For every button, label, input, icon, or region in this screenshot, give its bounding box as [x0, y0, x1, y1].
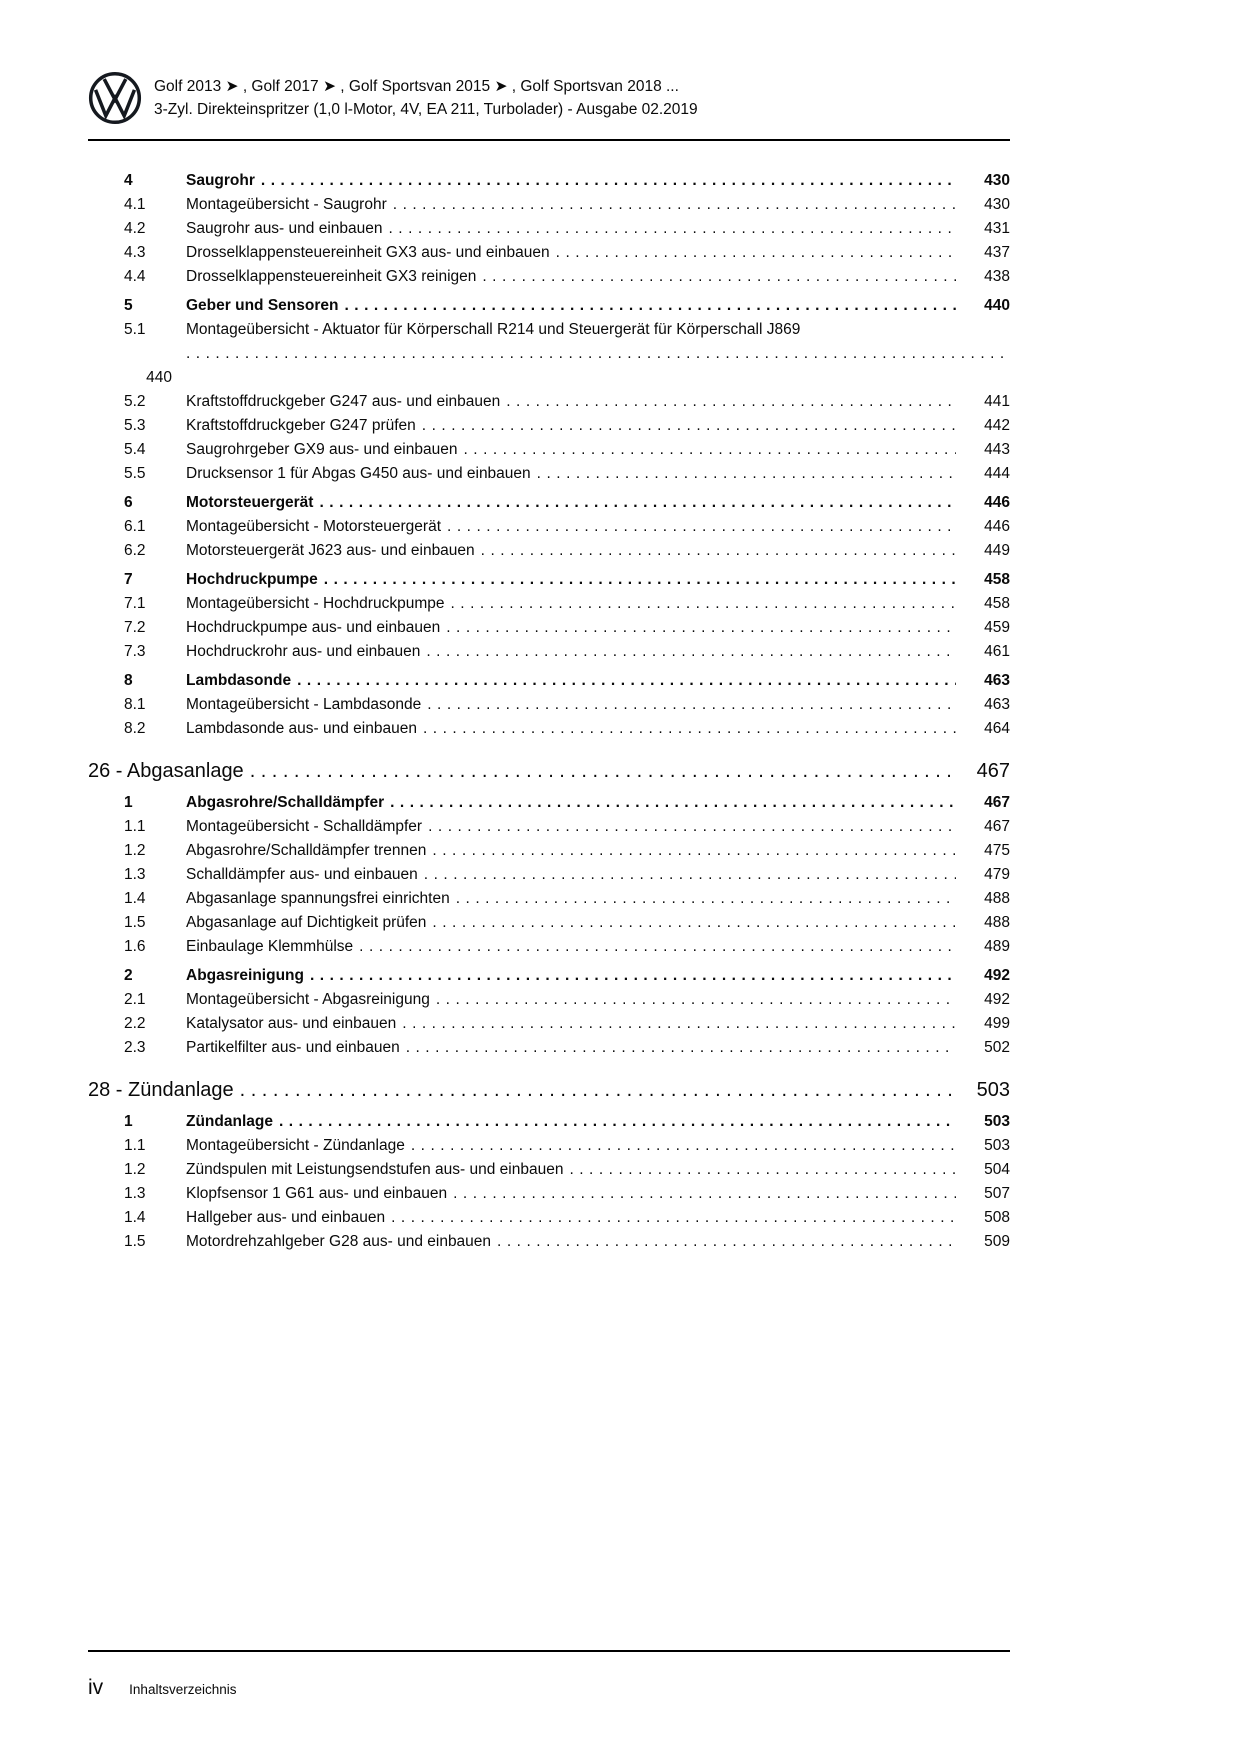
dot-leader [422, 414, 956, 438]
toc-row [88, 390, 1010, 414]
dot-leader [482, 265, 956, 289]
toc-title: Motorsteuergerät [186, 494, 314, 511]
toc-row [88, 241, 1010, 265]
dot-leader [261, 169, 956, 193]
toc-row [88, 318, 1010, 390]
toc-row [88, 1134, 1010, 1158]
toc-title: Kraftstoffdruckgeber G247 aus- und einbauen [186, 393, 501, 410]
toc-number: 4.2 [124, 220, 146, 237]
toc-page-number: 461 [984, 643, 1010, 660]
toc-number: 1 [124, 794, 133, 811]
toc-page-number: 488 [984, 914, 1010, 931]
toc-page-number: 449 [984, 542, 1010, 559]
toc-title: Katalysator aus- und einbauen [186, 1015, 397, 1032]
toc-row [88, 592, 1010, 616]
toc-page-number: 430 [984, 196, 1010, 213]
toc-title: Saugrohrgeber GX9 aus- und einbauen [186, 441, 458, 458]
toc-page-number: 467 [984, 794, 1010, 811]
page-header [88, 70, 1010, 130]
dot-leader [453, 1182, 956, 1206]
toc-number: 1.2 [124, 1161, 146, 1178]
toc-title: Abgasrohre/Schalldämpfer trennen [186, 842, 427, 859]
toc-page-number: 502 [984, 1039, 1010, 1056]
toc-page-number: 441 [984, 393, 1010, 410]
toc-title: Abgasreinigung [186, 967, 304, 984]
dot-leader [359, 935, 956, 959]
toc-row [88, 935, 1010, 959]
toc-title: Montageübersicht - Abgasreinigung [186, 991, 430, 1008]
toc-row [88, 1012, 1010, 1036]
toc-title: Saugrohr aus- und einbauen [186, 220, 383, 237]
toc-number: 2 [124, 967, 133, 984]
toc-number: 2.3 [124, 1039, 146, 1056]
toc-row [88, 539, 1010, 563]
dot-leader [537, 462, 956, 486]
page-content [88, 70, 1010, 1254]
toc-title: Hallgeber aus- und einbauen [186, 1209, 386, 1226]
toc-page-number: 459 [984, 619, 1010, 636]
toc-page-number: 458 [984, 595, 1010, 612]
footer-page-number: iv [88, 1676, 104, 1699]
toc-page-number: 437 [984, 244, 1010, 261]
toc-page-number: 479 [984, 866, 1010, 883]
toc-number: 7 [124, 571, 133, 588]
dot-leader [427, 693, 956, 717]
toc-row [88, 1110, 1010, 1134]
toc-title: Motordrehzahlgeber G28 aus- und einbauen [186, 1233, 492, 1250]
toc-title: 26 - Abgasanlage [88, 760, 244, 782]
dot-leader [556, 241, 956, 265]
toc-title: Partikelfilter aus- und einbauen [186, 1039, 400, 1056]
toc-page-number: 488 [984, 890, 1010, 907]
toc-title: Drosselklappensteuereinheit GX3 reinigen [186, 268, 477, 285]
dot-leader [186, 342, 1004, 366]
toc-title: Montageübersicht - Schalldämpfer [186, 818, 423, 835]
toc-page-number: 503 [984, 1113, 1010, 1130]
toc-row [88, 568, 1010, 592]
toc-title: Geber und Sensoren [186, 297, 339, 314]
toc-number: 5.1 [124, 321, 146, 338]
dot-leader [450, 592, 956, 616]
toc-number: 2.2 [124, 1015, 146, 1032]
toc-page-number: 467 [976, 760, 1010, 782]
toc-title: Montageübersicht - Motorsteuergerät [186, 518, 442, 535]
toc-title: Motorsteuergerät J623 aus- und einbauen [186, 542, 475, 559]
toc-row [88, 839, 1010, 863]
toc-number: 5.3 [124, 417, 146, 434]
page-footer [88, 1650, 1010, 1700]
toc-title: Montageübersicht - Saugrohr [186, 196, 387, 213]
toc-page-number: 442 [984, 417, 1010, 434]
toc-title: Hochdruckpumpe aus- und einbauen [186, 619, 441, 636]
toc-number: 4.1 [124, 196, 146, 213]
dot-leader [426, 640, 956, 664]
dot-leader [297, 669, 956, 693]
header-line-1: Golf 2013 ➤ , Golf 2017 ➤ , Golf Sportsvan 2015 ➤ , Golf Sportsvan 2018 ... [154, 78, 679, 95]
toc-page-number: 440 [984, 297, 1010, 314]
toc-row [88, 217, 1010, 241]
toc-page-number: 463 [984, 696, 1010, 713]
toc-row [88, 693, 1010, 717]
toc [88, 169, 1010, 1254]
toc-number: 1.3 [124, 1185, 146, 1202]
toc-page-number: 499 [984, 1015, 1010, 1032]
toc-title: Montageübersicht - Lambdasonde [186, 696, 422, 713]
toc-page-number: 507 [984, 1185, 1010, 1202]
toc-number: 5 [124, 297, 133, 314]
toc-page-number: 475 [984, 842, 1010, 859]
toc-title: Montageübersicht - Hochdruckpumpe [186, 595, 445, 612]
toc-row [88, 791, 1010, 815]
toc-number: 1.1 [124, 1137, 146, 1154]
toc-number: 5.5 [124, 465, 146, 482]
dot-leader [250, 759, 956, 783]
toc-title: Drosselklappensteuereinheit GX3 aus- und einbauen [186, 244, 550, 261]
toc-number: 2.1 [124, 991, 146, 1008]
toc-number: 8.2 [124, 720, 146, 737]
toc-title: Hochdruckrohr aus- und einbauen [186, 643, 421, 660]
toc-title: Lambdasonde [186, 672, 292, 689]
toc-row [88, 669, 1010, 693]
dot-leader [423, 717, 956, 741]
toc-title: Abgasanlage auf Dichtigkeit prüfen [186, 914, 427, 931]
toc-number: 6 [124, 494, 133, 511]
toc-row [88, 1036, 1010, 1060]
toc-row [88, 815, 1010, 839]
vw-logo-icon [88, 71, 142, 130]
dot-leader [411, 1134, 956, 1158]
toc-number: 4 [124, 172, 133, 189]
toc-number: 7.2 [124, 619, 146, 636]
dot-leader [428, 815, 956, 839]
toc-page-number: 503 [976, 1079, 1010, 1101]
toc-row [88, 964, 1010, 988]
toc-row [88, 988, 1010, 1012]
toc-page-number: 509 [984, 1233, 1010, 1250]
dot-leader [446, 616, 956, 640]
header-text [154, 70, 698, 121]
header-line-2: 3-Zyl. Direkteinspritzer (1,0 l-Motor, 4V, EA 211, Turbolader) - Ausgabe 02.2019 [154, 101, 698, 118]
dot-leader [310, 964, 956, 988]
toc-title: 28 - Zündanlage [88, 1079, 234, 1101]
toc-number: 1 [124, 1113, 133, 1130]
toc-page-number: 444 [984, 465, 1010, 482]
dot-leader [497, 1230, 956, 1254]
toc-number: 1.2 [124, 842, 146, 859]
toc-row [88, 717, 1010, 741]
toc-page-number: 431 [984, 220, 1010, 237]
dot-leader [432, 839, 956, 863]
toc-title: Klopfsensor 1 G61 aus- und einbauen [186, 1185, 448, 1202]
toc-number: 1.5 [124, 914, 146, 931]
footer-label: Inhaltsverzeichnis [129, 1682, 237, 1697]
toc-number: 8.1 [124, 696, 146, 713]
toc-number: 1.3 [124, 866, 146, 883]
toc-row [88, 294, 1010, 318]
dot-leader [424, 863, 956, 887]
dot-leader [388, 217, 956, 241]
toc-page-number: 508 [984, 1209, 1010, 1226]
toc-title: Saugrohr [186, 172, 255, 189]
toc-title: Hochdruckpumpe [186, 571, 318, 588]
toc-number: 6.1 [124, 518, 146, 535]
toc-page-number: 492 [984, 967, 1010, 984]
dot-leader [391, 1206, 956, 1230]
toc-number: 4.3 [124, 244, 146, 261]
toc-row [88, 640, 1010, 664]
toc-number: 1.4 [124, 890, 146, 907]
dot-leader [324, 568, 956, 592]
toc-number: 1.4 [124, 1209, 146, 1226]
toc-number: 1.6 [124, 938, 146, 955]
toc-page-number: 489 [984, 938, 1010, 955]
toc-number: 5.2 [124, 393, 146, 410]
toc-title: Montageübersicht - Aktuator für Körperschall R214 und Steuergerät für Körperschall J869 [186, 321, 801, 338]
toc-row [88, 1206, 1010, 1230]
toc-page-number: 503 [984, 1137, 1010, 1154]
dot-leader [393, 193, 956, 217]
toc-row [88, 1230, 1010, 1254]
toc-number: 8 [124, 672, 133, 689]
dot-leader [402, 1012, 956, 1036]
toc-row [88, 438, 1010, 462]
toc-page-number: 443 [984, 441, 1010, 458]
toc-row [88, 462, 1010, 486]
toc-row [88, 759, 1010, 783]
toc-row [88, 887, 1010, 911]
toc-page-number: 464 [984, 720, 1010, 737]
toc-page-number: 504 [984, 1161, 1010, 1178]
toc-row [88, 491, 1010, 515]
dot-leader [447, 515, 956, 539]
toc-row [88, 193, 1010, 217]
toc-row [88, 863, 1010, 887]
dot-leader [432, 911, 956, 935]
toc-row [88, 616, 1010, 640]
toc-title: Montageübersicht - Zündanlage [186, 1137, 405, 1154]
toc-row [88, 265, 1010, 289]
toc-row [88, 1078, 1010, 1102]
header-divider [88, 139, 1010, 141]
toc-row [88, 169, 1010, 193]
toc-page-number: 430 [984, 172, 1010, 189]
toc-title: Schalldämpfer aus- und einbauen [186, 866, 418, 883]
toc-page-number: 446 [984, 518, 1010, 535]
dot-leader [463, 438, 956, 462]
toc-title: Abgasanlage spannungsfrei einrichten [186, 890, 450, 907]
toc-title: Kraftstoffdruckgeber G247 prüfen [186, 417, 416, 434]
dot-leader [481, 539, 956, 563]
dot-leader [319, 491, 956, 515]
dot-leader [456, 887, 956, 911]
toc-number: 7.1 [124, 595, 146, 612]
toc-page-number: 463 [984, 672, 1010, 689]
dot-leader [344, 294, 956, 318]
toc-number: 6.2 [124, 542, 146, 559]
toc-row [88, 911, 1010, 935]
toc-number: 1.1 [124, 818, 146, 835]
toc-number: 4.4 [124, 268, 146, 285]
dot-leader [406, 1036, 956, 1060]
toc-row [88, 1158, 1010, 1182]
toc-page-number: 446 [984, 494, 1010, 511]
dot-leader [390, 791, 956, 815]
dot-leader [436, 988, 956, 1012]
toc-page-number: 467 [984, 818, 1010, 835]
toc-number: 7.3 [124, 643, 146, 660]
toc-title: Einbaulage Klemmhülse [186, 938, 354, 955]
toc-title: Zündanlage [186, 1113, 273, 1130]
toc-row [88, 1182, 1010, 1206]
toc-row [88, 515, 1010, 539]
toc-title: Zündspulen mit Leistungsendstufen aus- und einbauen [186, 1161, 564, 1178]
toc-row [88, 414, 1010, 438]
toc-page-number: 458 [984, 571, 1010, 588]
toc-page-number: 440 [146, 369, 172, 386]
toc-number: 1.5 [124, 1233, 146, 1250]
dot-leader [279, 1110, 956, 1134]
toc-page-number: 438 [984, 268, 1010, 285]
toc-page-number: 492 [984, 991, 1010, 1008]
dot-leader [569, 1158, 956, 1182]
toc-title: Drucksensor 1 für Abgas G450 aus- und einbauen [186, 465, 531, 482]
toc-number: 5.4 [124, 441, 146, 458]
dot-leader [506, 390, 956, 414]
toc-title: Lambdasonde aus- und einbauen [186, 720, 417, 737]
toc-title: Abgasrohre/Schalldämpfer [186, 794, 385, 811]
dot-leader [240, 1078, 956, 1102]
